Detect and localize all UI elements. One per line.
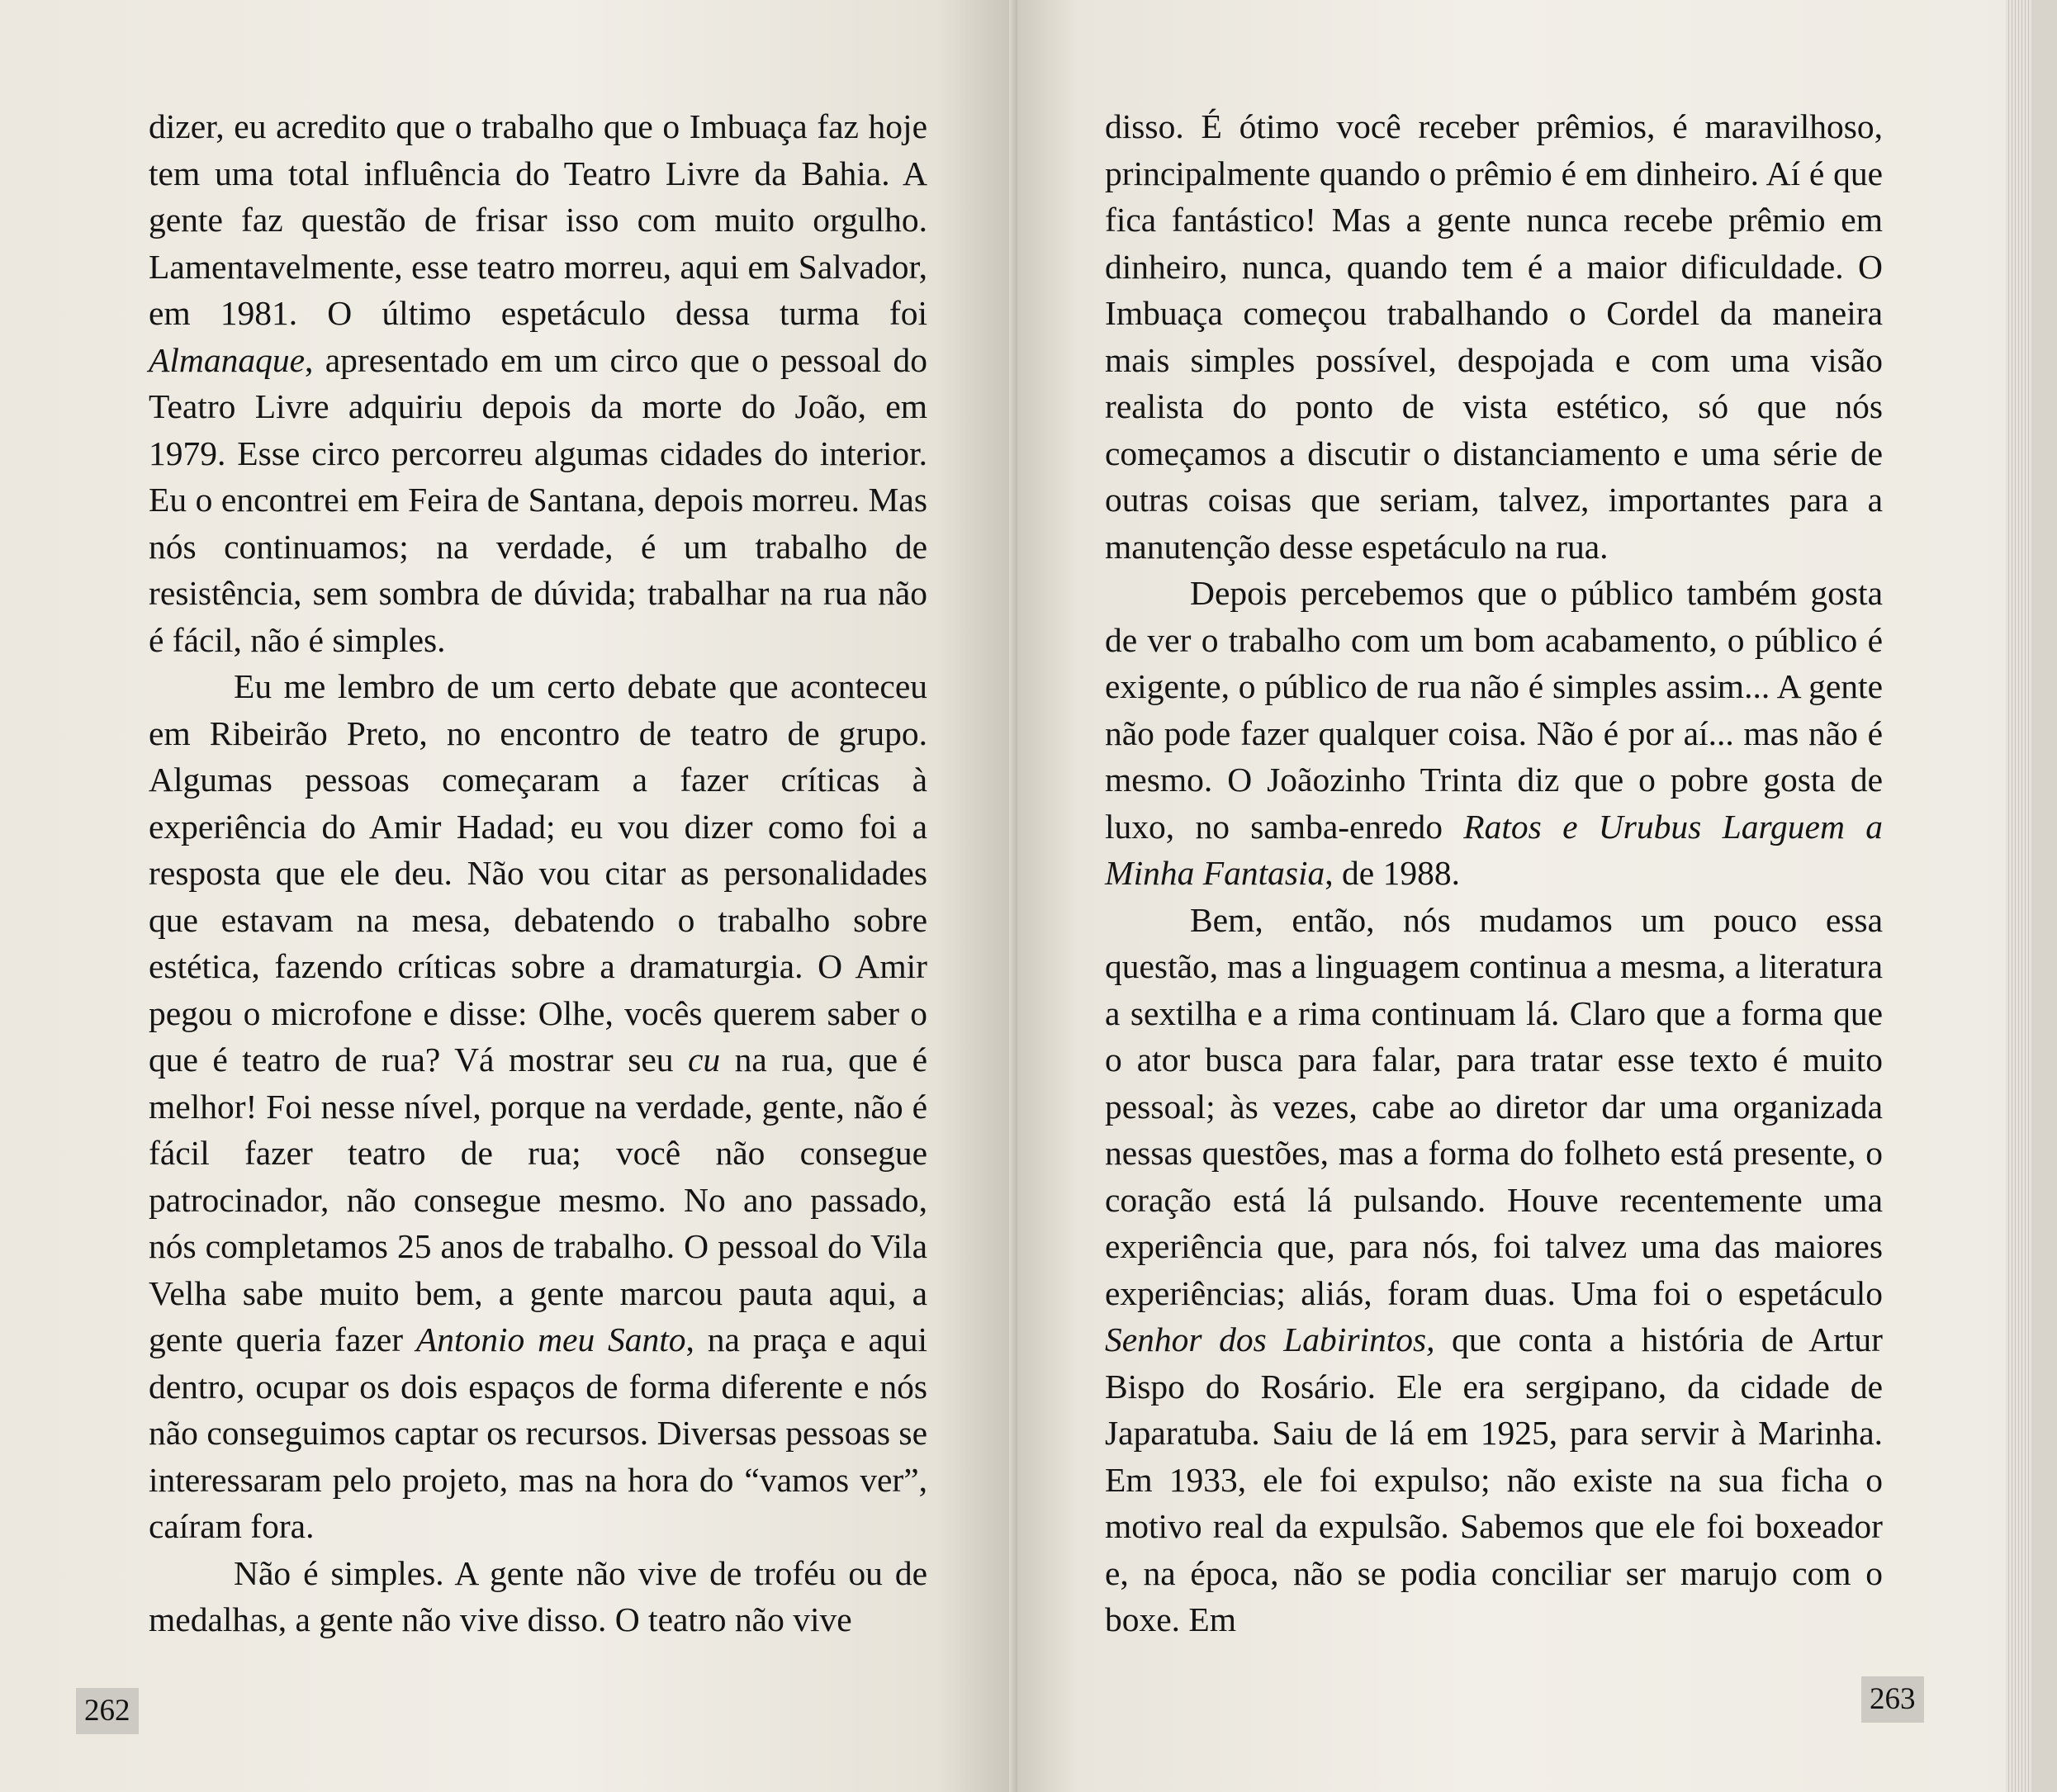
paragraph (1105, 570, 1883, 897)
text-run: , na praça e aqui dentro, ocupar os dois espaços de forma diferente e nós não conseguimos captar os recursos. Diversas pessoas se interessaram pelo projeto, mas na hora do “vamos ver”, caíram fora. (149, 1320, 927, 1545)
page-edges (2006, 0, 2031, 1792)
text-run: Eu me lembro de um certo debate que aconteceu em Ribeirão Preto, no encontro de teatro de grupo. Algumas pessoas começaram a fazer críticas à experiência do Amir Hadad; eu vou dizer como foi a resposta que ele deu. Não vou citar as personalidades que estavam na mesa, debatendo o trabalho sobre estética, fazendo críticas sobre a dramaturgia. O Amir pegou o microfone e disse: Olhe, vocês querem saber o que é teatro de rua? Vá mostrar seu (149, 667, 927, 1079)
left-page-text (149, 103, 927, 1643)
italic-title: Senhor dos Labirintos, (1105, 1320, 1435, 1358)
left-page (0, 0, 1017, 1792)
italic-title: Antonio meu Santo (415, 1320, 686, 1358)
paragraph (149, 1550, 927, 1643)
text-run: , de 1988. (1325, 854, 1460, 892)
paragraph (1105, 103, 1883, 570)
paragraph (149, 663, 927, 1550)
page-number-right: 263 (1861, 1676, 1924, 1723)
paragraph (149, 103, 927, 663)
italic-title: Almanaque (149, 340, 306, 379)
text-run: Não é simples. A gente não vive de troféu ou de medalhas, a gente não vive disso. O teatro não vive (149, 1553, 927, 1638)
text-run: dizer, eu acredito que o trabalho que o Imbuaça faz hoje tem uma total influência do Teatro Livre da Bahia. A gente faz questão de frisar isso com muito orgulho. Lamentavelmente, esse teatro morreu, aqui em Salvador, em 1981. O último espetáculo dessa turma foi (149, 107, 927, 332)
text-run: disso. É ótimo você receber prêmios, é maravilhoso, principalmente quando o prêmio é em dinheiro. Aí é que fica fantástico! Mas a gente nunca recebe prêmio em dinheiro, nunca, quando tem é a maior dificuldade. O Imbuaça começou trabalhando o Cordel da maneira mais simples possível, despojada e com uma visão realista do ponto de vista estético, só que nós começamos a discutir o distanciamento e uma série de outras coisas que seriam, talvez, importantes para a manutenção desse espetáculo na rua. (1105, 107, 1883, 566)
page-number-left: 262 (76, 1688, 139, 1734)
italic-title: Ratos e Urubus Larguem a Minha Fantasia (1105, 807, 1883, 892)
paragraph (1105, 897, 1883, 1643)
text-run: na rua, que é melhor! Foi nesse nível, porque na verdade, gente, não é fácil fazer teatro de rua; você não consegue patrocinador, não consegue mesmo. No ano passado, nós completamos 25 anos de trabalho. O pessoal do Vila Velha sabe muito bem, a gente marcou pauta aqui, a gente queria fazer (149, 1041, 928, 1358)
italic-title: cu (688, 1041, 721, 1079)
text-run: Depois percebemos que o público também gosta de ver o trabalho com um bom acabamento, o público é exigente, o público de rua não é simples assim... A gente não pode fazer qualquer coisa. Não é por aí... mas não é mesmo. O Joãozinho Trinta diz que o pobre gosta de luxo, no samba-enredo (1105, 574, 1883, 846)
text-run: , apresentado em um circo que o pessoal do Teatro Livre adquiriu depois da morte do João, em 1979. Esse circo percorreu algumas cidades do interior. Eu o encontrei em Feira de Santana, depois morreu. Mas nós continuamos; na verdade, é um trabalho de resistência, sem sombra de dúvida; trabalhar na rua não é fácil, não é simples. (149, 340, 927, 659)
right-page (1017, 0, 2031, 1792)
text-run: que conta a história de Artur Bispo do Rosário. Ele era sergipano, da cidade de Japaratuba. Saiu de lá em 1925, para servir à Marinha. Em 1933, ele foi expulso; não existe na sua ficha o motivo real da expulsão. Sabemos que ele foi boxeador e, na época, não se podia conciliar ser marujo com o boxe. Em (1105, 1320, 1883, 1638)
right-page-text (1105, 103, 1883, 1643)
text-run: Bem, então, nós mudamos um pouco essa questão, mas a linguagem continua a mesma, a literatura a sextilha e a rima continuam lá. Claro que a forma que o ator busca para falar, para tratar esse texto é muito pessoal; às vezes, cabe ao diretor dar uma organizada nessas questões, mas a forma do folheto está presente, o coração está lá pulsando. Houve recentemente uma experiência que, para nós, foi talvez uma das maiores experiências; aliás, foram duas. Uma foi o espetáculo (1105, 900, 1883, 1312)
